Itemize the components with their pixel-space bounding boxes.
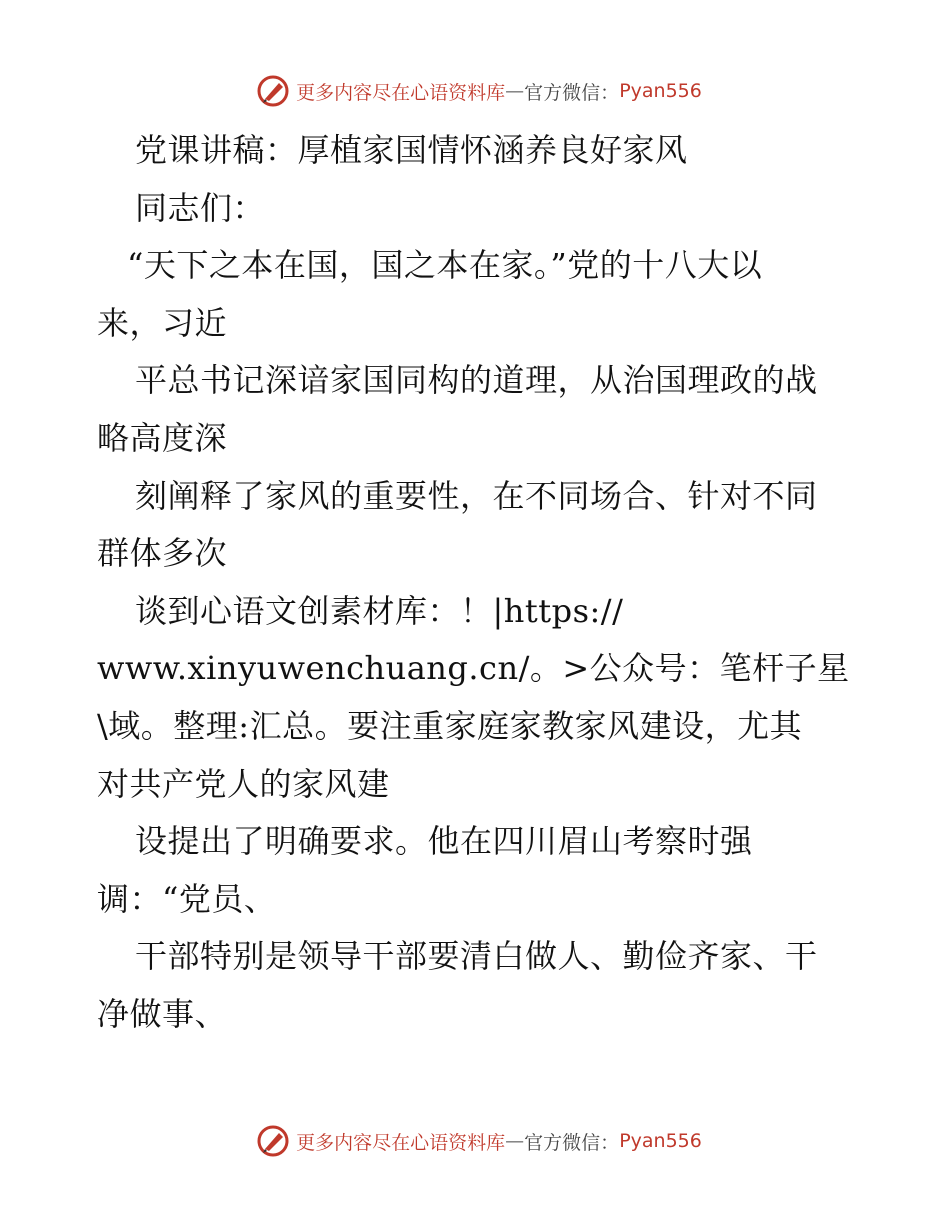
salutation: 同志们： [135, 188, 266, 227]
text-line: 略高度深 [97, 418, 228, 457]
footer-banner [0, 1124, 950, 1158]
text-line: 群体多次 [97, 534, 228, 573]
text-line: 设提出了明确要求。他在四川眉山考察时强 [135, 822, 753, 861]
pen-logo-icon [256, 1124, 290, 1158]
text-line: 调：“党员、 [97, 879, 277, 918]
header-banner [0, 74, 950, 108]
text-line: 谈到心语文创素材库：！|https:// [135, 591, 624, 630]
text-line: 平总书记深谙家国同构的道理，从治国理政的战 [135, 361, 818, 400]
banner-brand: 更多内容尽在心语资料库 [296, 81, 506, 104]
text-line: 干部特别是领导干部要清白做人、勤俭齐家、干 [135, 937, 818, 976]
text-line: www.xinyuwenchuang.cn/。>公众号：笔杆子星 [97, 649, 850, 688]
text-line: \域。整理:汇总。要注重家庭家教家风建设，尤其 [97, 706, 803, 745]
pen-logo-icon [256, 74, 290, 108]
banner-wechat-label: 官方微信： [524, 81, 620, 104]
text-line: 来，习近 [97, 303, 228, 342]
banner-separator: — [505, 80, 525, 102]
banner-wechat-id: Pyan556 [619, 1130, 702, 1152]
text-line: “天下之本在国，国之本在家。”党的十八大以 [127, 246, 763, 285]
banner-brand: 更多内容尽在心语资料库 [296, 1131, 506, 1154]
banner-wechat-label: 官方微信： [524, 1131, 620, 1154]
document-title: 党课讲稿：厚植家国情怀涵养良好家风 [135, 131, 688, 169]
text-line: 对共产党人的家风建 [97, 764, 390, 803]
text-line: 刻阐释了家风的重要性，在不同场合、针对不同 [135, 476, 818, 515]
banner-wechat-id: Pyan556 [619, 80, 702, 102]
document-body [97, 122, 857, 1044]
text-line: 净做事、 [97, 994, 228, 1033]
banner-separator: — [505, 1130, 525, 1152]
